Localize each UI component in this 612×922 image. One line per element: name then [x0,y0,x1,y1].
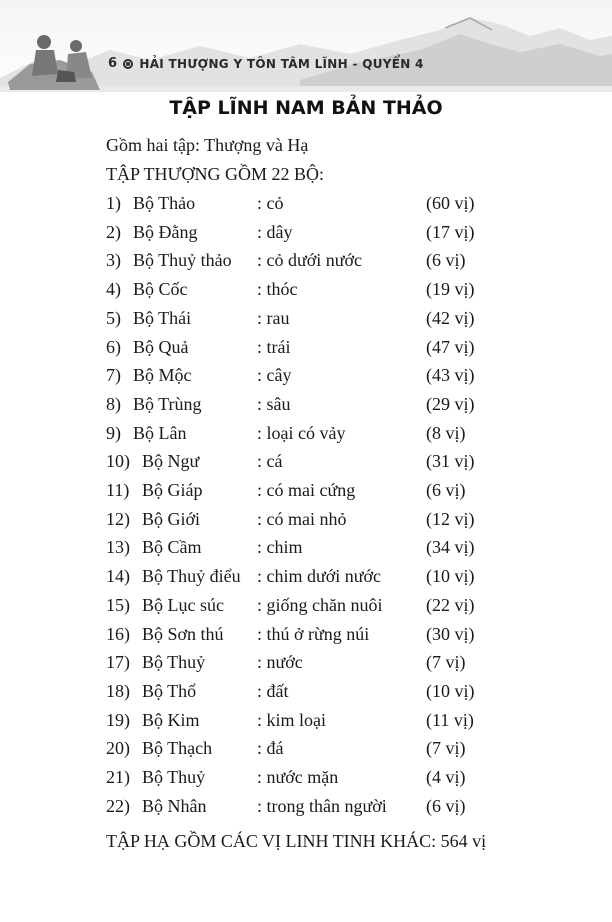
item-count: (10 vị) [426,680,475,701]
item-num: 21) [106,767,130,787]
item-num: 10) [106,451,130,472]
item-num: 1) [106,193,121,213]
item-name: Bộ Ngư [142,451,200,472]
page-number: 6 [108,56,118,71]
item-desc: : thóc [257,279,298,300]
item-count: (47 vị) [426,336,475,357]
item-desc: : dây [257,221,293,242]
item-num: 14) [106,566,130,587]
item-desc: : cá [257,451,283,472]
item-desc: : loại có vảy [257,422,346,443]
item-num: 11) [106,480,130,500]
item-count: (34 vị) [426,537,475,558]
intro-line: Gồm hai tập: Thượng và Hạ [106,135,309,155]
item-count: (11 vị) [426,709,474,730]
item-name: Bộ Cầm [142,537,202,558]
item-num: 18) [106,680,130,701]
section-upper-heading: TẬP THƯỢNG GỒM 22 BỘ: [106,164,324,184]
item-desc: : có mai cứng [257,480,356,500]
item-num: 8) [106,393,121,414]
item-name: Bộ Lân [133,422,187,443]
item-count: (8 vị) [426,422,466,443]
item-name: Bộ Sơn thú [142,623,224,644]
item-num: 2) [106,221,121,242]
item-desc: : cây [257,365,292,386]
item-num: 6) [106,336,121,357]
item-desc: : chim dưới nước [257,566,382,587]
item-name: Bộ Thuỷ điểu [142,566,241,587]
item-name: Bộ Lục súc [142,594,224,615]
item-name: Bộ Nhân [142,795,207,816]
item-count: (30 vị) [426,623,475,644]
item-name: Bộ Thổ [142,680,197,701]
item-num: 22) [106,795,130,816]
item-count: (7 vị) [426,738,466,759]
item-num: 16) [106,623,130,644]
item-count: (19 vị) [426,279,475,300]
item-num: 3) [106,250,121,271]
item-desc: : rau [257,307,290,328]
item-num: 20) [106,738,130,759]
section-lower-heading: TẬP HẠ GỒM CÁC VỊ LINH TINH KHÁC: 564 vị [106,831,487,851]
item-name: Bộ Mộc [133,365,192,386]
item-count: (17 vị) [426,221,475,242]
item-num: 7) [106,365,121,386]
item-name: Bộ Thuỷ [142,652,206,673]
circle-bullet-icon [123,59,133,69]
item-name: Bộ Giáp [142,480,203,500]
item-num: 19) [106,709,130,730]
item-count: (12 vị) [426,508,475,529]
item-desc: : chim [257,537,303,558]
item-count: (29 vị) [426,393,475,414]
item-name: Bộ Đằng [133,221,198,242]
page-title: TẬP LĨNH NAM BẢN THẢO [169,97,443,119]
item-count: (31 vị) [426,451,475,472]
item-count: (6 vị) [426,480,466,500]
item-name: Bộ Trùng [133,393,202,414]
item-num: 9) [106,422,121,443]
running-title: HẢI THƯỢNG Y TÔN TÂM LĨNH - QUYỂN 4 [139,56,424,71]
item-desc: : cỏ [257,193,284,213]
item-desc: : sâu [257,393,291,414]
item-count: (43 vị) [426,365,475,386]
item-name: Bộ Thảo [133,193,196,213]
item-name: Bộ Thuỷ thảo [133,250,232,271]
item-num: 12) [106,508,130,529]
mountain-landscape-illustration [0,0,612,100]
item-name: Bộ Thạch [142,738,213,759]
item-num: 13) [106,537,130,558]
item-count: (4 vị) [426,767,466,787]
item-num: 17) [106,652,130,673]
item-count: (60 vị) [426,193,475,213]
item-count: (22 vị) [426,594,475,615]
item-desc: : giống chăn nuôi [257,594,383,615]
item-desc: : thú ở rừng núi [257,623,370,644]
item-desc: : đá [257,738,284,759]
item-desc: : nước mặn [257,767,339,787]
item-count: (7 vị) [426,652,466,673]
item-num: 15) [106,594,130,615]
item-name: Bộ Cốc [133,279,188,300]
item-count: (42 vị) [426,307,475,328]
item-count: (6 vị) [426,795,466,816]
item-desc: : kim loại [257,709,326,730]
item-name: Bộ Kim [142,709,200,730]
item-num: 5) [106,307,121,328]
item-desc: : trái [257,336,291,357]
item-count: (6 vị) [426,250,466,271]
running-head [108,56,424,71]
item-name: Bộ Thuỷ [142,767,206,787]
item-name: Bộ Giới [142,508,201,529]
item-name: Bộ Quả [133,336,189,357]
item-desc: : nước [257,652,303,673]
item-desc: : cỏ dưới nước [257,250,363,271]
item-num: 4) [106,279,121,300]
page-header [0,0,612,100]
item-desc: : có mai nhỏ [257,508,347,529]
item-name: Bộ Thái [133,307,192,328]
item-desc: : trong thân người [257,795,387,816]
item-desc: : đất [257,680,289,701]
item-count: (10 vị) [426,566,475,587]
